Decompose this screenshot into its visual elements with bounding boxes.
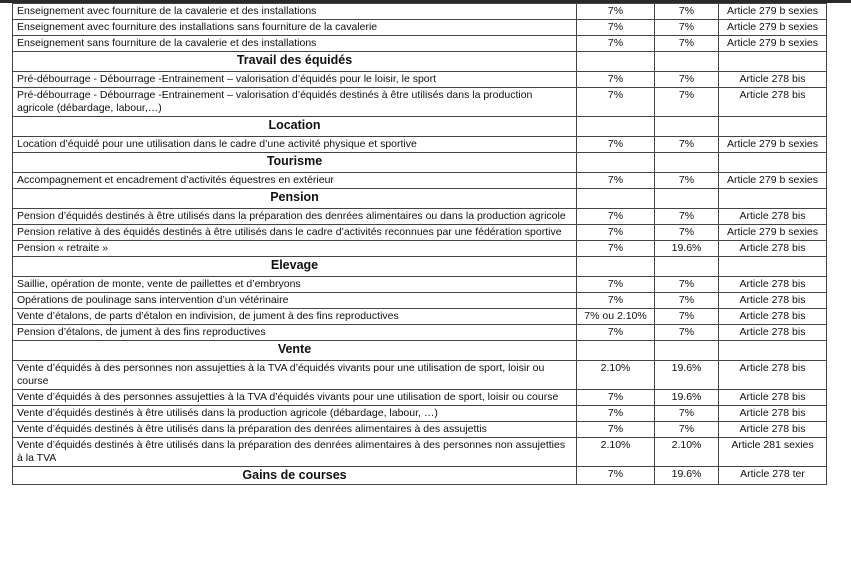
- activity-cell: Vente d’étalons, de parts d’étalon en indivision, de jument à des fins reproductives: [13, 309, 577, 325]
- article-cell: Article 278 ter: [719, 467, 827, 485]
- rate-cell: 7%: [655, 293, 719, 309]
- activity-cell: Enseignement avec fourniture des installations sans fourniture de la cavalerie: [13, 20, 577, 36]
- rate-cell: 7%: [577, 209, 655, 225]
- rate-cell: 19.6%: [655, 241, 719, 257]
- section-title: Pension: [13, 189, 577, 209]
- rate-cell: 7%: [655, 325, 719, 341]
- table-row: [13, 406, 827, 422]
- empty-cell: [655, 117, 719, 137]
- table-row: [13, 173, 827, 189]
- table-row: [13, 438, 827, 467]
- rate-cell: 7%: [655, 4, 719, 20]
- table-row: [13, 325, 827, 341]
- rate-cell: 7%: [577, 72, 655, 88]
- article-cell: Article 279 b sexies: [719, 173, 827, 189]
- empty-cell: [577, 257, 655, 277]
- article-cell: Article 278 bis: [719, 277, 827, 293]
- rate-cell: 7%: [655, 88, 719, 117]
- rate-cell: 7%: [655, 36, 719, 52]
- rate-cell: 7%: [577, 293, 655, 309]
- activity-cell: Opérations de poulinage sans intervention d’un vétérinaire: [13, 293, 577, 309]
- rate-cell: 7%: [577, 422, 655, 438]
- article-cell: Article 278 bis: [719, 241, 827, 257]
- rate-cell: 7%: [577, 173, 655, 189]
- rate-cell: 7%: [577, 325, 655, 341]
- empty-cell: [577, 117, 655, 137]
- rate-cell: 2.10%: [577, 361, 655, 390]
- empty-cell: [719, 341, 827, 361]
- section-header-row: [13, 153, 827, 173]
- table-row: [13, 4, 827, 20]
- rate-cell: 7%: [655, 406, 719, 422]
- table-row: [13, 137, 827, 153]
- article-cell: Article 278 bis: [719, 361, 827, 390]
- table-row: [13, 36, 827, 52]
- activity-cell: Location d’équidé pour une utilisation dans le cadre d’une activité physique et sportive: [13, 137, 577, 153]
- activity-cell: Pension d’équidés destinés à être utilisés dans la préparation des denrées alimentaires ou dans la production agricole: [13, 209, 577, 225]
- rate-cell: 7%: [577, 225, 655, 241]
- empty-cell: [577, 189, 655, 209]
- activity-cell: Accompagnement et encadrement d’activités équestres en extérieur: [13, 173, 577, 189]
- rate-cell: 7%: [655, 137, 719, 153]
- article-cell: Article 278 bis: [719, 209, 827, 225]
- vat-rates-table: [12, 3, 827, 485]
- section-header-row: [13, 467, 827, 485]
- activity-cell: Pré-débourrage - Débourrage -Entrainement – valorisation d’équidés destinés à être utilisés dans la production agricole (débardage, labour,…): [13, 88, 577, 117]
- rate-cell: 7%: [577, 137, 655, 153]
- article-cell: Article 279 b sexies: [719, 137, 827, 153]
- table-row: [13, 361, 827, 390]
- empty-cell: [655, 189, 719, 209]
- article-cell: Article 278 bis: [719, 309, 827, 325]
- rate-cell: 7%: [577, 88, 655, 117]
- empty-cell: [577, 153, 655, 173]
- section-title: Vente: [13, 341, 577, 361]
- rate-cell: 7% ou 2.10%: [577, 309, 655, 325]
- activity-cell: Pension relative à des équidés destinés à être utilisés dans le cadre d’activités reconnues par une fédération sportive: [13, 225, 577, 241]
- table-row: [13, 241, 827, 257]
- section-header-row: [13, 341, 827, 361]
- table-row: [13, 20, 827, 36]
- activity-cell: Vente d’équidés destinés à être utilisés dans la préparation des denrées alimentaires à des assujettis: [13, 422, 577, 438]
- section-title: Tourisme: [13, 153, 577, 173]
- activity-cell: Enseignement avec fourniture de la cavalerie et des installations: [13, 4, 577, 20]
- empty-cell: [719, 117, 827, 137]
- table-row: [13, 88, 827, 117]
- article-cell: Article 279 b sexies: [719, 36, 827, 52]
- empty-cell: [719, 52, 827, 72]
- rate-cell: 7%: [577, 467, 655, 485]
- table-row: [13, 422, 827, 438]
- empty-cell: [719, 153, 827, 173]
- rate-cell: 19.6%: [655, 467, 719, 485]
- activity-cell: Pension d’étalons, de jument à des fins reproductives: [13, 325, 577, 341]
- table-row: [13, 390, 827, 406]
- activity-cell: Enseignement sans fourniture de la cavalerie et des installations: [13, 36, 577, 52]
- rate-cell: 7%: [655, 277, 719, 293]
- activity-cell: Vente d’équidés à des personnes assujetties à la TVA d’équidés vivants pour une utilisation de sport, loisir ou course: [13, 390, 577, 406]
- section-header-row: [13, 189, 827, 209]
- empty-cell: [655, 153, 719, 173]
- activity-cell: Vente d’équidés destinés à être utilisés dans la production agricole (débardage, labour, …): [13, 406, 577, 422]
- empty-cell: [577, 341, 655, 361]
- rate-cell: 7%: [577, 36, 655, 52]
- table-row: [13, 225, 827, 241]
- section-title: Location: [13, 117, 577, 137]
- article-cell: Article 279 b sexies: [719, 4, 827, 20]
- article-cell: Article 279 b sexies: [719, 225, 827, 241]
- empty-cell: [655, 52, 719, 72]
- section-title: Gains de courses: [13, 467, 577, 485]
- rate-cell: 7%: [655, 20, 719, 36]
- rate-cell: 7%: [655, 72, 719, 88]
- article-cell: Article 278 bis: [719, 422, 827, 438]
- activity-cell: Pension « retraite »: [13, 241, 577, 257]
- rate-cell: 7%: [655, 225, 719, 241]
- section-title: Elevage: [13, 257, 577, 277]
- rate-cell: 7%: [577, 4, 655, 20]
- rate-cell: 7%: [655, 309, 719, 325]
- article-cell: Article 278 bis: [719, 390, 827, 406]
- empty-cell: [719, 189, 827, 209]
- rate-cell: 7%: [655, 173, 719, 189]
- activity-cell: Pré-débourrage - Débourrage -Entrainement – valorisation d’équidés pour le loisir, le sport: [13, 72, 577, 88]
- rate-cell: 7%: [655, 209, 719, 225]
- activity-cell: Vente d’équidés destinés à être utilisés dans la préparation des denrées alimentaires à des personnes non assujetties à la TVA: [13, 438, 577, 467]
- article-cell: Article 281 sexies: [719, 438, 827, 467]
- activity-cell: Saillie, opération de monte, vente de paillettes et d’embryons: [13, 277, 577, 293]
- rate-cell: 19.6%: [655, 390, 719, 406]
- article-cell: Article 278 bis: [719, 88, 827, 117]
- article-cell: Article 278 bis: [719, 293, 827, 309]
- rate-cell: 7%: [577, 406, 655, 422]
- activity-cell: Vente d’équidés à des personnes non assujetties à la TVA d’équidés vivants pour une utilisation de sport, loisir ou course: [13, 361, 577, 390]
- article-cell: Article 279 b sexies: [719, 20, 827, 36]
- table-row: [13, 309, 827, 325]
- rate-cell: 19.6%: [655, 361, 719, 390]
- rate-cell: 7%: [577, 20, 655, 36]
- article-cell: Article 278 bis: [719, 325, 827, 341]
- rate-cell: 7%: [655, 422, 719, 438]
- rate-cell: 7%: [577, 277, 655, 293]
- section-header-row: [13, 52, 827, 72]
- table-row: [13, 209, 827, 225]
- empty-cell: [577, 52, 655, 72]
- article-cell: Article 278 bis: [719, 406, 827, 422]
- empty-cell: [719, 257, 827, 277]
- table-row: [13, 277, 827, 293]
- empty-cell: [655, 341, 719, 361]
- section-header-row: [13, 257, 827, 277]
- rate-cell: 7%: [577, 241, 655, 257]
- section-title: Travail des équidés: [13, 52, 577, 72]
- table-row: [13, 72, 827, 88]
- table-body: [13, 4, 827, 485]
- section-header-row: [13, 117, 827, 137]
- rate-cell: 2.10%: [655, 438, 719, 467]
- table-row: [13, 293, 827, 309]
- article-cell: Article 278 bis: [719, 72, 827, 88]
- rate-cell: 7%: [577, 390, 655, 406]
- rate-cell: 2.10%: [577, 438, 655, 467]
- empty-cell: [655, 257, 719, 277]
